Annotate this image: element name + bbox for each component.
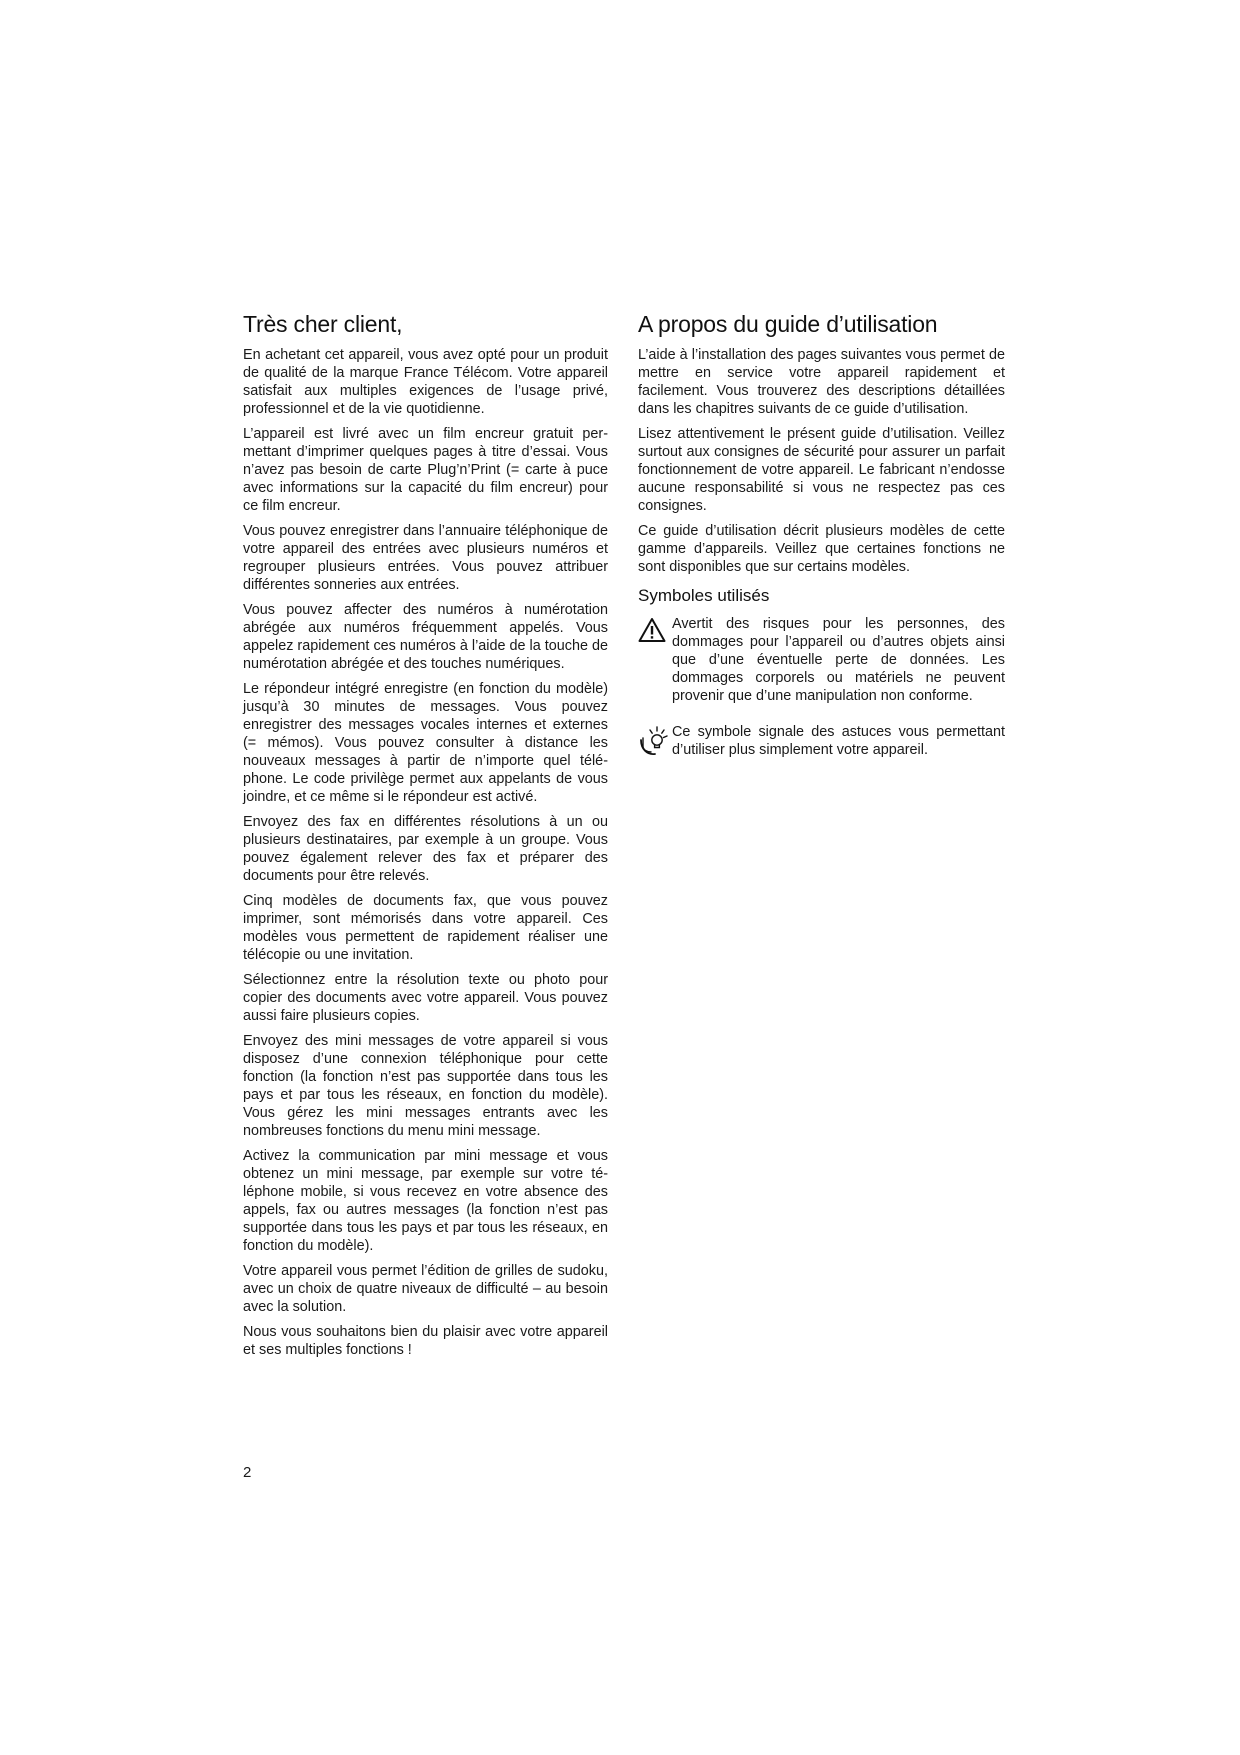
left-paragraph: Vous pouvez affecter des numéros à numérotation abrégée aux numéros fréquemment appelés. Vous appelez rapidement ces numéros à l’aide de la touche de numérotation abrégée et des touches numériques. (243, 602, 608, 672)
left-paragraph: Vous pouvez enregistrer dans l’annuaire téléphonique de votre appareil des entrées avec plusieurs numéros et regrouper plusieurs entrées. Vous pouvez attribuer différentes sonneries aux entrées. (243, 523, 608, 593)
warning-triangle-icon (638, 615, 672, 648)
tip-lightbulb-icon (638, 723, 672, 762)
right-paragraph: L’aide à l’installation des pages suivantes vous permet de mettre en service votre appareil rapidement et facilement. Vous trouverez des descriptions détaillées dans les chapitres suivants de ce guide d’utilisation. (638, 347, 1005, 417)
left-paragraph: Le répondeur intégré enregistre (en fonction du modèle) jusqu’à 30 minutes de messages. Vous pouvez enregistrer des messages vocales internes et externes (= mémos). Vous pouvez consulter à distance les nouveaux messages à partir de n’importe quel téléphone. Le code privilège permet aux appelants de vous joindre, et ce même si le répondeur est activé. (243, 681, 608, 805)
symbol-tip-row (638, 723, 1005, 762)
left-paragraph: Sélectionnez entre la résolution texte ou photo pour copier des documents avec votre appareil. Vous pouvez aussi faire plusieurs copies. (243, 972, 608, 1024)
page-number: 2 (243, 1464, 252, 1481)
symbols-heading: Symboles utilisés (638, 586, 770, 605)
left-paragraph: L’appareil est livré avec un film encreur gratuit permettant d’imprimer quelques pages à titre d’essai. Vous n’avez pas besoin de carte Plug’n’Print (= carte à puce avec informations sur la capacité du film encreur) pour ce film encreur. (243, 426, 608, 514)
right-paragraph: Ce guide d’utilisation décrit plusieurs modèles de cette gamme d’appareils. Veillez que certaines fonctions ne sont disponibles que sur certains modèles. (638, 523, 1005, 575)
left-paragraph: Votre appareil vous permet l’édition de grilles de sudoku, avec un choix de quatre niveaux de difficulté – au besoin avec la solution. (243, 1263, 608, 1315)
symbol-tip-text: Ce symbole signale des astuces vous permettant d’utiliser plus simplement votre appareil. (672, 724, 1005, 758)
right-column (638, 310, 1005, 780)
left-paragraph: Cinq modèles de documents fax, que vous pouvez imprimer, sont mémorisés dans votre appareil. Ces modèles vous permettent de rapidement réaliser une télécopie ou une invitation. (243, 893, 608, 963)
guide-section-title: A propos du guide d’utilisation (638, 311, 938, 337)
left-paragraph: Envoyez des fax en différentes résolutions à un ou plusieurs destinataires, par exemple à un groupe. Vous pouvez également relever des fax et préparer des documents pour être relevés. (243, 814, 608, 884)
symbol-warning-row (638, 615, 1005, 705)
left-column (243, 310, 608, 1366)
symbol-warning-text: Avertit des risques pour les personnes, des dommages pour l’appareil ou d’autres objets ainsi que d’une éventuelle perte de données. Les dommages corporels ou matériels ne peuvent provenir que d’une manipulation non conforme. (672, 616, 1005, 704)
left-paragraph: En achetant cet appareil, vous avez opté pour un produit de qualité de la marque France Télécom. Votre appareil satisfait aux multiples exigences de l’usage privé, professionnel et de la vie quotidienne. (243, 347, 608, 417)
right-paragraph: Lisez attentivement le présent guide d’utilisation. Veillez surtout aux consignes de sécurité pour assurer un parfait fonctionnement de votre appareil. Le fabricant n’endosse aucune responsabilité si vous ne respectez pas ces consignes. (638, 426, 1005, 514)
greeting-title: Très cher client, (243, 311, 403, 337)
left-paragraph: Envoyez des mini messages de votre appareil si vous disposez d’une connexion téléphonique pour cette fonction (la fonction n’est pas supportée dans tous les pays et par tous les réseaux, en fonction du modèle). Vous gérez les mini messages entrants avec les nombreuses fonctions du menu mini message. (243, 1033, 608, 1139)
left-paragraph: Nous vous souhaitons bien du plaisir avec votre appareil et ses multiples fonctions ! (243, 1324, 608, 1358)
left-paragraph: Activez la communication par mini message et vous obtenez un mini message, par exemple sur votre téléphone mobile, si vous recevez en votre absence des appels, fax ou autres messages (la fonction n’est pas supportée dans tous les pays et par tous les réseaux, en fonction du modèle). (243, 1148, 608, 1254)
